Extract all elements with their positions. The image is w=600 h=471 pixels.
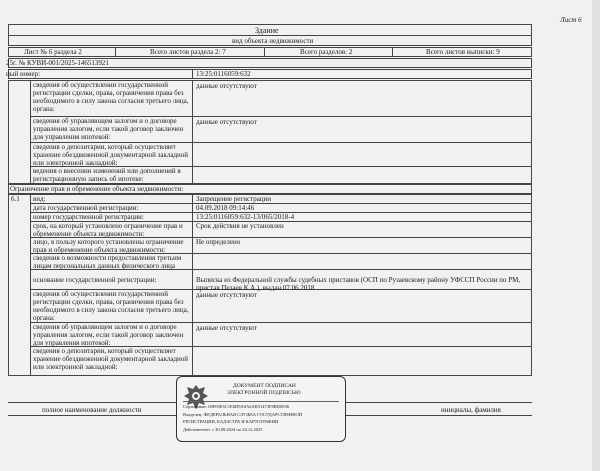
row-label: дата государственной регистрации: xyxy=(33,204,139,212)
row-label: сведения о возможности предоставления третьим лицам персональных данных физического лица xyxy=(33,254,182,270)
extract-number: 25г. № КУВИ-001/2025-146513921 xyxy=(6,59,109,67)
row-value: 13:25:0116059:632-13/065/2018-4 xyxy=(196,213,295,221)
row-label: сведения о депозитарии, который осуществляет хранение обездвиженной документарной закладной или электронной закладной: xyxy=(33,143,189,167)
sections-total: Всего разделов: 2 xyxy=(300,48,353,56)
row-value: Срок действия не установлен xyxy=(196,222,284,230)
sheet-number: Лист № 6 раздела 2 xyxy=(24,48,82,56)
page-label: Лист 6 xyxy=(560,16,582,24)
row-label: сведения об осуществлении государственной регистрации сделки, права, ограничения права без необходимого в силу закона согласия третьего лица, органа: xyxy=(33,81,189,113)
row-label: номер государственной регистрации: xyxy=(33,213,144,221)
row-value: Выписка из Федеральной службы судебных приставов (ОСП по Рузаевскому району УФССП России по РМ, пристав Пезаев К.А.), выдан 07.06.2018 xyxy=(196,276,521,292)
row-value: данные отсутствуют xyxy=(196,291,257,299)
cadastral-value: 13:25:0116059:632 xyxy=(196,70,251,78)
entry-number: 6.1 xyxy=(11,195,20,203)
row-value: Не определено xyxy=(196,238,241,246)
section-heading: Ограничение прав и обременение объекта недвижимости: xyxy=(10,185,184,193)
sheets-in-section: Всего листов раздела 2: 7 xyxy=(150,48,226,56)
row-label: срок, на который установлено ограничение прав и обременение объекта недвижимости: xyxy=(33,222,183,238)
object-title: Здание xyxy=(255,26,279,35)
row-label: лицо, в пользу которого установлены ограничение прав и обременение объекта недвижимости: xyxy=(33,238,184,254)
row-label: сведения о депозитарии, который осуществляет хранение обездвиженной документарной закладной или электронной закладной: xyxy=(33,347,189,371)
row-value: 04.09.2018 09:14:46 xyxy=(196,204,255,212)
name-caption: инициалы, фамилия xyxy=(441,406,501,414)
object-subtitle: вид объекта недвижимости xyxy=(232,37,314,45)
cadastral-label: ный номер: xyxy=(6,70,41,78)
e-signature-stamp: ДОКУМЕНТ ПОДПИСАН ЭЛЕКТРОННОЙ ПОДПИСЬЮ Сертификат: 00F09E5C1E6D9A0A6AB31473F8BD0036 Владелец: ФЕДЕРАЛЬНАЯ СЛУЖБА ГОСУДАРСТВЕННОЙ РЕГИСТРАЦИИ, КАДАСТРА И КАРТОГРАФИИ Действителен: с 30.09.2024 по 24.12.2025 xyxy=(176,376,346,442)
row-label: сведения об осуществлении государственной регистрации сделки, права, ограничения права без необходимого в силу закона согласия третьего лица, органа: xyxy=(33,290,189,322)
row-label: сведения об управляющем залогом и о договоре управления залогом, если такой договор заключен для управления ипотекой: xyxy=(33,323,184,347)
row-label: вид: xyxy=(33,195,46,203)
scan-edge xyxy=(592,0,600,471)
row-label: сведения об управляющем залогом и о договоре управления залогом, если такой договор заключен для управления ипотекой: xyxy=(33,117,184,141)
row-value: данные отсутствуют xyxy=(196,118,257,126)
position-caption: полное наименование должности xyxy=(42,406,142,414)
row-label: ведения о внесении изменений или дополнений в регистрационную запись об ипотеке: xyxy=(33,167,181,183)
row-value: данные отсутствуют xyxy=(196,82,257,90)
row-value: Запрещение регистрации xyxy=(196,195,272,203)
row-value: данные отсутствуют xyxy=(196,324,257,332)
sheets-total: Всего листов выписки: 9 xyxy=(426,48,500,56)
row-label: основание государственной регистрации: xyxy=(33,276,157,284)
